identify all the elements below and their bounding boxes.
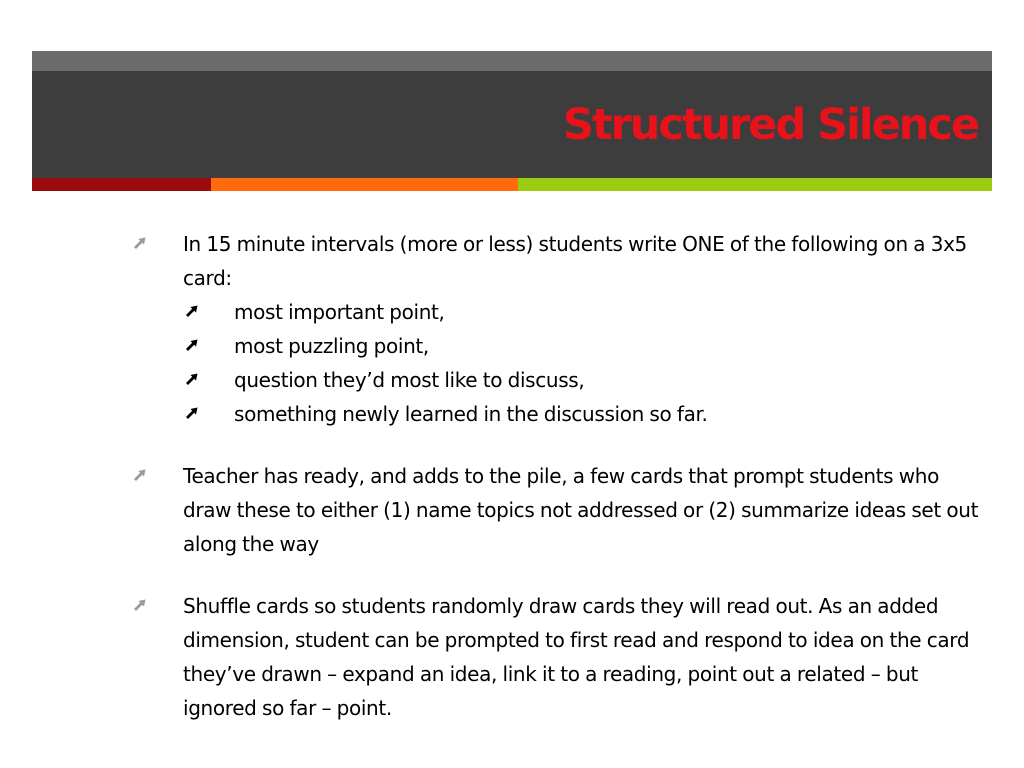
slide-content [131, 227, 991, 753]
bullet-item [131, 459, 991, 561]
arrow-up-right-icon [133, 236, 147, 250]
bullet-item [131, 227, 991, 431]
sub-bullet-item [183, 397, 991, 431]
title-bar [32, 71, 992, 178]
arrow-up-right-icon [185, 304, 199, 318]
sub-bullet-text: something newly learned in the discussion so far. [234, 402, 708, 426]
accent-strip [32, 178, 992, 191]
slide-title: Structured Silence [563, 100, 978, 150]
sub-bullet-text: most puzzling point, [234, 334, 429, 358]
accent-segment-red [32, 178, 211, 191]
sub-bullet-text: question they’d most like to discuss, [234, 368, 585, 392]
bullet-text: Shuffle cards so students randomly draw cards they will read out. As an added dimension, student can be prompted to first read and respond to idea on the card they’ve drawn – expand an idea, link it to a reading, point out a related – but ignored so far – point. [183, 594, 970, 720]
arrow-up-right-icon [185, 338, 199, 352]
bullet-item [131, 589, 991, 725]
title-topbar [32, 51, 992, 71]
arrow-up-right-icon [185, 406, 199, 420]
bullet-text: Teacher has ready, and adds to the pile, a few cards that prompt students who draw these to either (1) name topics not addressed or (2) summarize ideas set out along the way [183, 464, 979, 556]
sub-bullet-list [183, 295, 991, 431]
sub-bullet-item [183, 295, 991, 329]
bullet-text: In 15 minute intervals (more or less) students write ONE of the following on a 3x5 card: [183, 232, 967, 290]
sub-bullet-text: most important point, [234, 300, 445, 324]
accent-segment-green [518, 178, 992, 191]
arrow-up-right-icon [133, 598, 147, 612]
sub-bullet-item [183, 329, 991, 363]
arrow-up-right-icon [185, 372, 199, 386]
accent-segment-orange [211, 178, 518, 191]
arrow-up-right-icon [133, 468, 147, 482]
sub-bullet-item [183, 363, 991, 397]
